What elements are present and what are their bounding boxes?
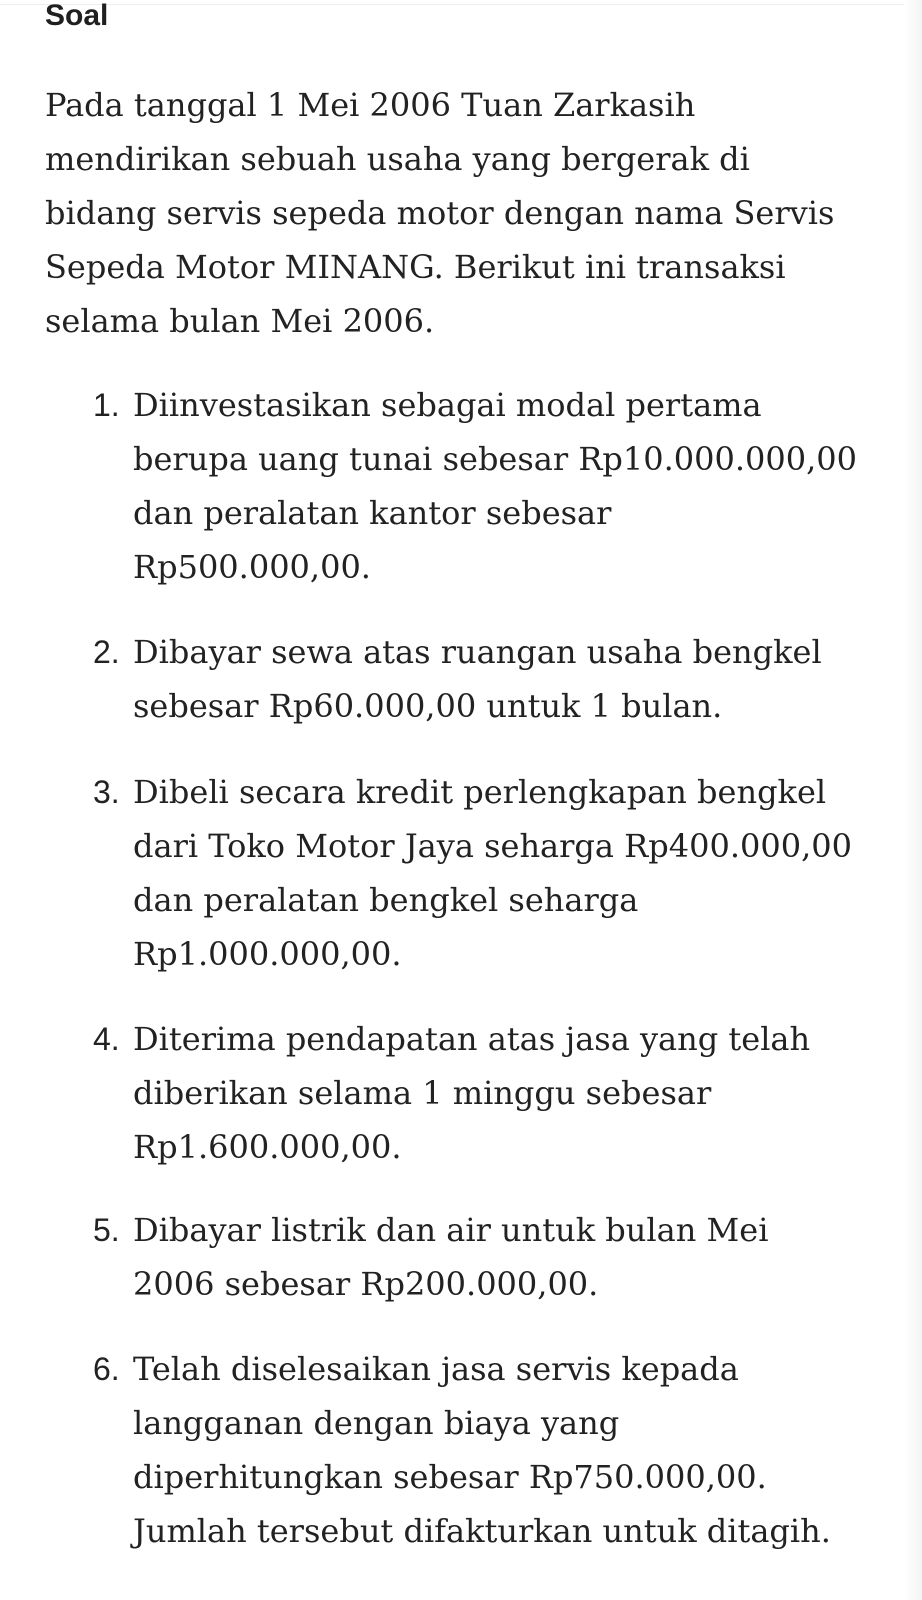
transaction-line: Diinvestasikan sebagai modal pertama [133,386,762,424]
page-edge-shadow [904,0,922,1600]
top-divider [0,4,922,5]
transaction-number: 5. [93,1212,120,1248]
transaction-line: Jumlah tersebut difakturkan untuk ditagih. [133,1512,831,1550]
transaction-line: diperhitungkan sebesar Rp750.000,00. [133,1458,767,1496]
transaction-line: Dibeli secara kredit perlengkapan bengkel [133,773,827,811]
transaction-line: 2006 sebesar Rp200.000,00. [133,1265,599,1303]
transaction-line: sebesar Rp60.000,00 untuk 1 bulan. [133,687,723,725]
transaction-line: Rp1.000.000,00. [133,935,402,973]
intro-line: selama bulan Mei 2006. [45,302,435,340]
intro-line: Pada tanggal 1 Mei 2006 Tuan Zarkasih [45,86,696,124]
transaction-number: 6. [93,1351,120,1387]
transaction-text [133,625,893,733]
transaction-line: langganan dengan biaya yang [133,1404,620,1442]
transaction-number: 1. [93,387,120,423]
transaction-line: Telah diselesaikan jasa servis kepada [133,1350,739,1388]
transaction-line: Rp1.600.000,00. [133,1128,402,1166]
intro-line: mendirikan sebuah usaha yang bergerak di [45,140,750,178]
transaction-line: dari Toko Motor Jaya seharga Rp400.000,00 [133,827,852,865]
transaction-line: diberikan selama 1 minggu sebesar [133,1074,712,1112]
transaction-number: 4. [93,1021,120,1057]
transaction-line: Dibayar listrik dan air untuk bulan Mei [133,1211,769,1249]
transaction-text [133,1012,893,1174]
transaction-line: dan peralatan bengkel seharga [133,881,639,919]
transaction-line: Diterima pendapatan atas jasa yang telah [133,1020,811,1058]
transaction-number: 2. [93,634,120,670]
intro-line: Sepeda Motor MINANG. Berikut ini transaksi [45,248,786,286]
transaction-line: Rp500.000,00. [133,548,371,586]
transaction-text [133,1203,893,1311]
transaction-number: 3. [93,774,120,810]
transaction-line: berupa uang tunai sebesar Rp10.000.000,00 [133,440,858,478]
transaction-line: dan peralatan kantor sebesar [133,494,612,532]
section-heading: Soal [45,0,109,32]
transaction-text [133,1342,893,1558]
intro-paragraph [45,78,875,348]
transaction-text [133,378,893,594]
transaction-line: Dibayar sewa atas ruangan usaha bengkel [133,633,822,671]
transaction-text [133,765,893,981]
intro-line: bidang servis sepeda motor dengan nama Servis [45,194,835,232]
